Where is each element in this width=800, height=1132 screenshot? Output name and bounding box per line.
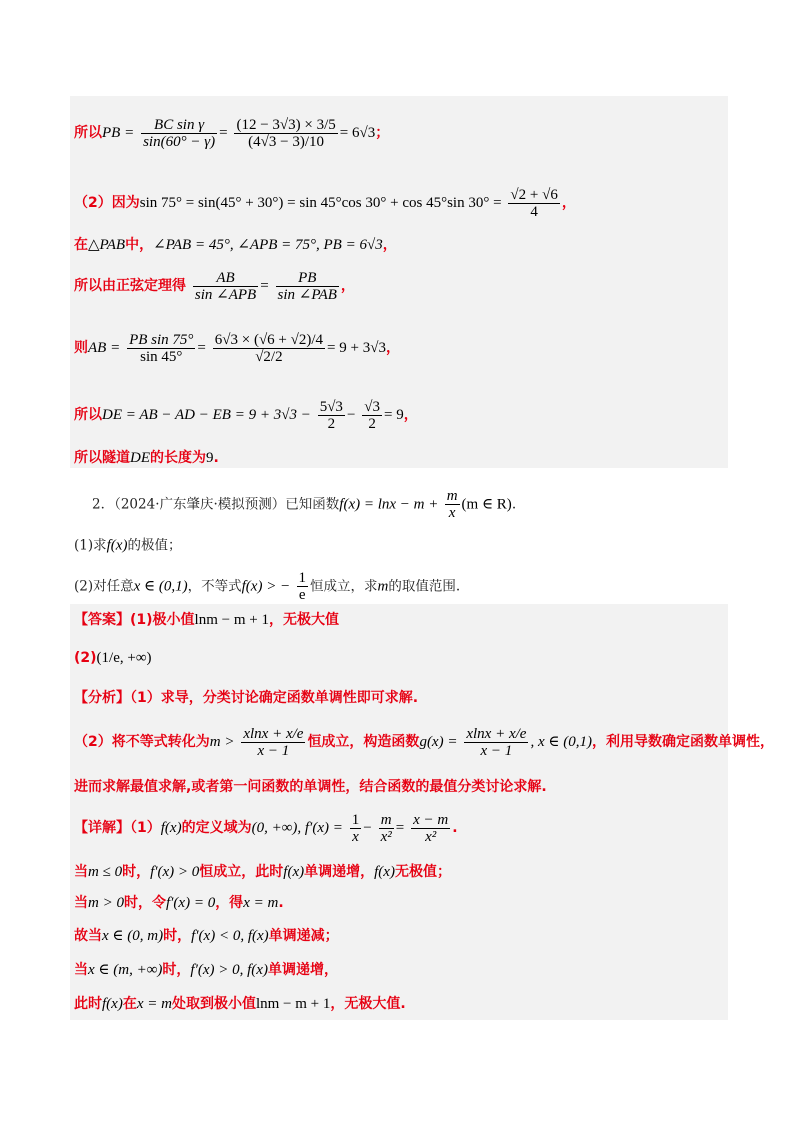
- analysis-line-2: （2）将不等式转化为m > $\frac{xlnx + x/e}{x - 1}$ 恒成立，构造函数g(x) = $\frac{xlnx + x/e}{x - 1}$ , x ∈ (0,1)，利用导数确定函数单调性，: [74, 725, 774, 759]
- fraction: $\frac{√3}{2}$: [364, 398, 381, 432]
- answer-line-1: 【答案】(1)极小值lnm − m + 1，无极大值: [74, 612, 339, 628]
- fraction: $\frac{(12 - 3√3) \times 3/5}{(4√3 - 3)/10}$: [236, 116, 336, 150]
- question-2-stem: 2．（2024·广东肇庆·模拟预测）已知函数f(x) = lnx − m + $\frac{m}{x}$ (m ∈ R).: [92, 488, 517, 521]
- analysis-line-1: 【分析】（1）求导，分类讨论确定函数单调性即可求解.: [74, 690, 419, 706]
- fraction: $\frac{m}{x}$: [446, 488, 458, 521]
- fraction: $\frac{m}{\text{x²}}$: [380, 811, 392, 845]
- fraction: $\frac{AB}{\text{sin ∠APB}}$: [194, 269, 257, 303]
- fraction: $\frac{xlnx + x/e}{x - 1}$: [466, 725, 527, 759]
- solution-line-4: 所以由正弦定理得 $\frac{AB}{\text{sin ∠APB}}$ = $\frac{PB}{\text{sin ∠PAB}}$ ，: [74, 269, 355, 303]
- detail-case-2: 当m > 0时，令f′(x) = 0，得x = m.: [74, 895, 284, 911]
- fraction: $\frac{PB}{\text{sin ∠PAB}}$: [277, 269, 337, 303]
- analysis-line-3: 进而求解最值求解,或者第一问函数的单调性，结合函数的最值分类讨论求解.: [74, 779, 547, 795]
- solution-line-5: 则AB = $\frac{\text{PB sin 75°}}{\sin 45^\circ}$ = $\frac{6√3 \times (√6 + √2)/4}{√2/2}$ = 9 + 3√3，: [74, 331, 400, 365]
- solution-line-3: 在△PAB中，∠PAB = 45°, ∠APB = 75°, PB = 6√3，: [74, 237, 397, 253]
- detail-conclusion: 此时f(x)在x = m处取到极小值lnm − m + 1，无极大值.: [74, 996, 406, 1012]
- fraction: $\frac{x - m}{\text{x²}}$: [413, 811, 449, 845]
- fraction: $\frac{5√3}{2}$: [319, 398, 343, 432]
- solution-line-1: 所以PB = $\frac{\text{BC sin γ}}{\sin(60^\circ - \gamma)}$ = $\frac{(12 - 3√3) \times 3/5}{(4√3 - 3)/10}$ = 6√3；: [74, 116, 390, 150]
- solution-line-7: 所以隧道DE的长度为9.: [74, 450, 219, 466]
- solution-line-6: 所以DE = AB − AD − EB = 9 + 3√3 − $\frac{5√3}{2}$ − $\frac{√3}{2}$ = 9，: [74, 398, 418, 432]
- fraction: $\frac{xlnx + x/e}{x - 1}$: [243, 725, 304, 759]
- fraction: $\frac{\text{PB sin 75°}}{\sin 45^\circ}$: [129, 331, 194, 365]
- answer-line-2: (2)(1/e, +∞): [74, 650, 152, 666]
- detail-case-3: 故当x ∈ (0, m)时，f′(x) < 0, f(x)单调递减；: [74, 928, 339, 944]
- fraction: $\frac{6√3 \times (√6 + √2)/4}{√2/2}$: [214, 331, 324, 365]
- fraction: $\frac{1}{x}$: [351, 811, 360, 845]
- fraction: $\frac{\text{BC sin γ}}{\sin(60^\circ - \gamma)}$: [143, 116, 216, 150]
- fraction: $\frac{1}{e}$: [298, 570, 306, 603]
- detail-case-4: 当x ∈ (m, +∞)时，f′(x) > 0, f(x)单调递增，: [74, 962, 338, 978]
- detail-line-1: 【详解】（1）f(x)的定义域为(0, +∞), f′(x) = $\frac{1}{x}$ − $\frac{m}{\text{x²}}$ = $\frac{x - m}{\text{x²}}$ .: [74, 811, 458, 845]
- fraction: $\frac{√2 + √6}{4}$: [510, 186, 558, 220]
- question-2-part-2: (2)对任意x ∈ (0,1)，不等式f(x) > − $\frac{1}{e}$ 恒成立，求m的取值范围.: [74, 570, 461, 603]
- question-2-part-1: (1)求f(x)的极值；: [74, 537, 182, 554]
- solution-line-2: （2）因为sin 75° = sin(45° + 30°) = sin 45°cos 30° + cos 45°sin 30° = $\frac{√2 + √6}{4}$ ，: [74, 186, 576, 220]
- detail-case-1: 当m ≤ 0时，f′(x) > 0恒成立，此时f(x)单调递增，f(x)无极值；: [74, 864, 451, 880]
